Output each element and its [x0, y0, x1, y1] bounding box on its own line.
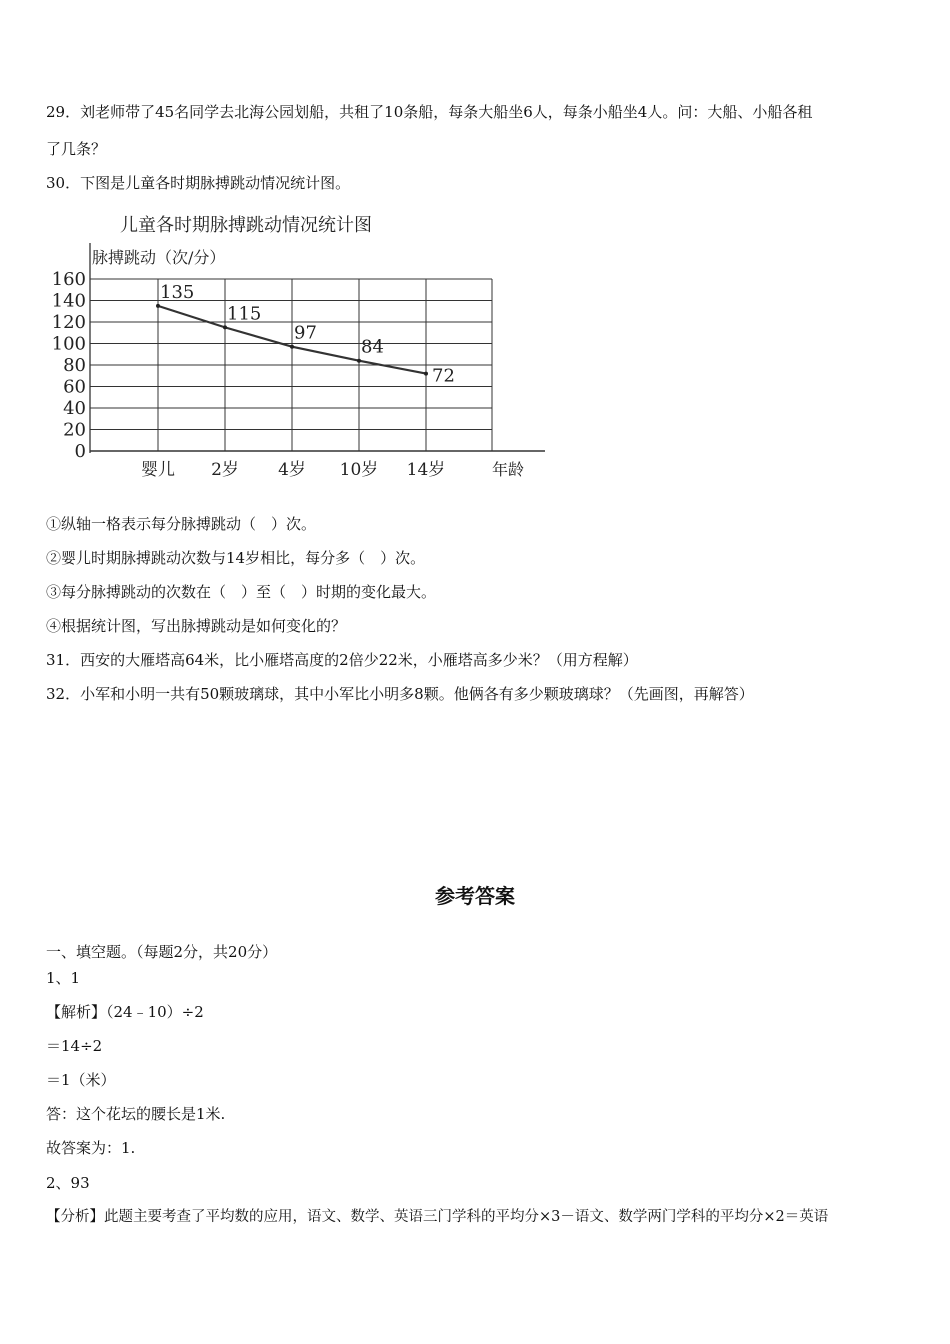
data-point [223, 325, 227, 329]
chart-xlabel: 年龄 [492, 460, 525, 479]
data-label: 135 [160, 281, 195, 303]
y-tick-label: 100 [51, 333, 86, 355]
q30-sub2: ②婴儿时期脉搏跳动次数与14岁相比，每分多（ ）次。 [46, 549, 426, 567]
y-tick-label: 0 [74, 441, 86, 462]
y-tick-label: 140 [51, 290, 86, 312]
answer-1: 1、1 [46, 969, 81, 987]
data-label: 115 [227, 303, 262, 325]
x-tick-label: 2岁 [211, 460, 239, 480]
q30-sub4: ④根据统计图，写出脉搏跳动是如何变化的？ [46, 617, 347, 635]
data-label: 84 [361, 336, 384, 358]
q31-text: 31．西安的大雁塔高64米，比小雁塔高度的2倍少22米，小雁塔高多少米？（用方程解） [46, 651, 638, 669]
answer-1-analysis: 【解析】（24﹣10）÷2 [46, 1003, 204, 1021]
x-tick-label: 10岁 [339, 460, 379, 480]
answers-title: 参考答案 [435, 884, 515, 908]
q30-sub3: ③每分脉搏跳动的次数在（ ）至（ ）时期的变化最大。 [46, 583, 437, 601]
q30-text: 30．下图是儿童各时期脉搏跳动情况统计图。 [46, 174, 351, 192]
q29-line1: 29．刘老师带了45名同学去北海公园划船，共租了10条船，每条大船坐6人，每条小船坐4人。问：大船、小船各租 [46, 103, 813, 121]
y-tick-label: 80 [63, 355, 86, 376]
answer-2-analysis: 【分析】此题主要考查了平均数的应用，语文、数学、英语三门学科的平均分×3－语文、数学两门学科的平均分×2＝英语 [46, 1209, 829, 1225]
chart-title: 儿童各时期脉搏跳动情况统计图 [120, 215, 372, 236]
data-point [424, 372, 428, 376]
y-tick-label: 160 [51, 269, 86, 290]
answer-1-step3: ＝1（米） [46, 1071, 116, 1089]
data-point [357, 359, 361, 363]
q32-text: 32．小军和小明一共有50颗玻璃球，其中小军比小明多8颗。他俩各有多少颗玻璃球？（先画图，再解答） [46, 685, 754, 703]
answer-1-step2: ＝14÷2 [46, 1037, 103, 1055]
answer-1-statement: 答：这个花坛的腰长是1米. [46, 1105, 226, 1123]
answers-section: 一、填空题。（每题2分，共20分） [46, 943, 278, 961]
data-label: 97 [294, 322, 317, 344]
x-tick-label: 4岁 [278, 460, 306, 480]
chart-ylabel: 脉搏跳动（次/分） [92, 248, 226, 267]
data-label: 72 [432, 365, 455, 387]
x-tick-label: 婴儿 [141, 460, 175, 480]
answer-2: 2、93 [46, 1174, 90, 1192]
q30-sub1: ①纵轴一格表示每分脉搏跳动（ ）次。 [46, 515, 317, 533]
y-tick-label: 120 [51, 312, 86, 333]
y-tick-label: 40 [63, 398, 86, 419]
data-point [290, 345, 294, 349]
answer-1-final: 故答案为：1. [46, 1139, 136, 1157]
x-tick-label: 14岁 [406, 460, 446, 480]
data-point [156, 304, 160, 308]
y-tick-label: 20 [63, 419, 86, 441]
pulse-chart [40, 205, 560, 490]
q29-line2: 了几条？ [46, 140, 107, 158]
y-tick-label: 60 [63, 376, 86, 398]
